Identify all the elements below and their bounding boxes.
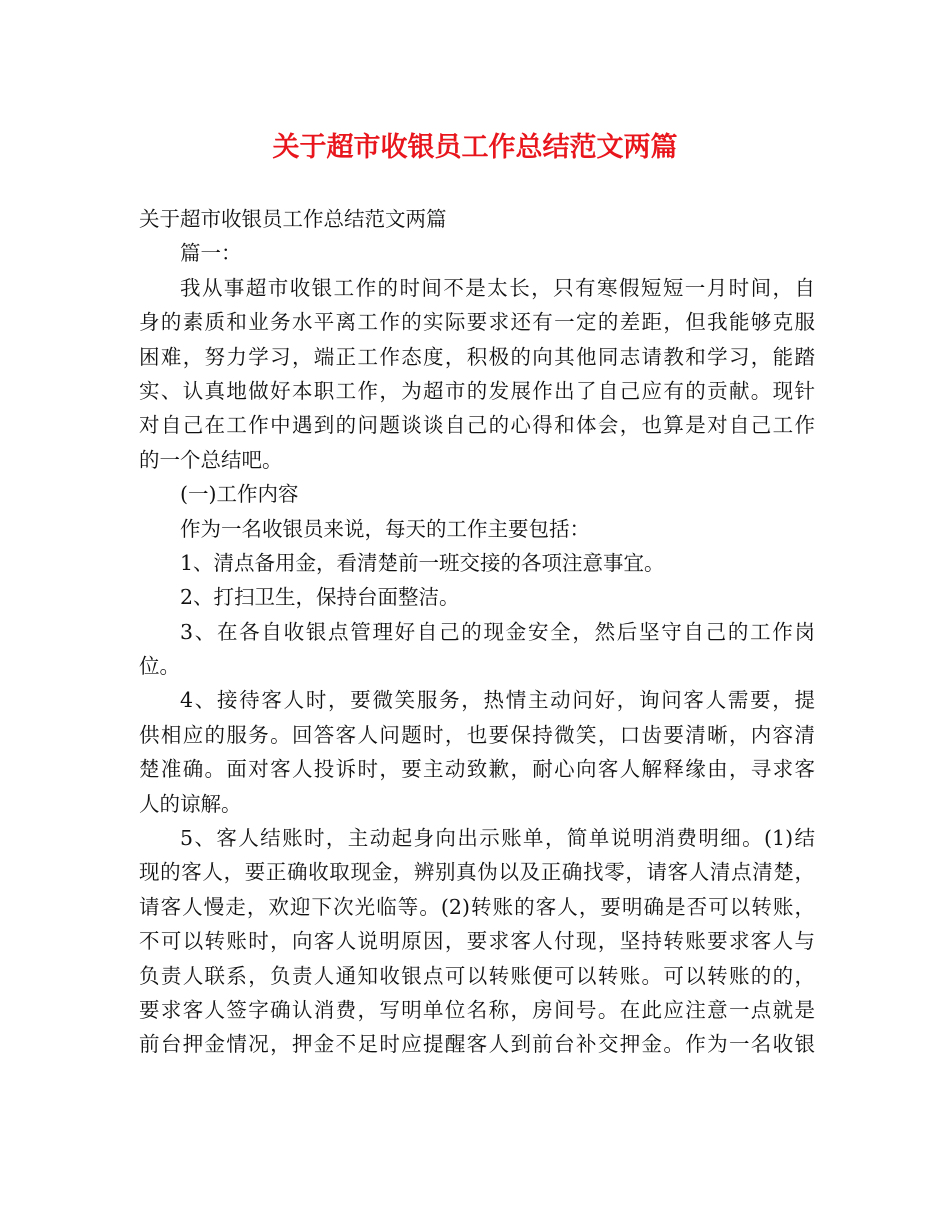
paragraph-line: 对自己在工作中遇到的问题谈谈自己的心得和体会，也算是对自己工作: [139, 413, 815, 438]
list-item-continuation: 人的谅解。: [139, 791, 242, 816]
list-item: 1、清点备用金，看清楚前一班交接的各项注意事宜。: [180, 550, 665, 575]
list-item-continuation: 位。: [139, 654, 180, 679]
list-item-continuation: 不可以转账时，向客人说明原因，要求客人付现，坚持转账要求客人与: [139, 929, 815, 954]
section-heading: (一)工作内容: [180, 482, 299, 507]
paragraph-line: 作为一名收银员来说，每天的工作主要包括：: [180, 516, 590, 541]
subtitle-line: 关于超市收银员工作总结范文两篇: [139, 207, 447, 231]
list-item-continuation: 负责人联系，负责人通知收银点可以转账便可以转账。可以转账的的，: [139, 963, 815, 988]
paragraph-line: 困难，努力学习，端正工作态度，积极的向其他同志请教和学习，能踏: [139, 344, 815, 369]
section-heading: 篇一：: [180, 241, 242, 266]
list-item-continuation: 供相应的服务。回答客人问题时，也要保持微笑，口齿要清晰，内容清: [139, 722, 815, 747]
document-body: [139, 202, 815, 1062]
list-item-continuation: 前台押金情况，押金不足时应提醒客人到前台补交押金。作为一名收银: [139, 1032, 815, 1057]
list-item-continuation: 请客人慢走，欢迎下次光临等。(2)转账的客人，要明确是否可以转账，: [139, 894, 815, 919]
list-item-continuation: 楚准确。面对客人投诉时，要主动致歉，耐心向客人解释缘由，寻求客: [139, 757, 815, 782]
paragraph-line: 实、认真地做好本职工作，为超市的发展作出了自己应有的贡献。现针: [139, 378, 815, 403]
list-item-continuation: 现的客人，要正确收取现金，辨别真伪以及正确找零，请客人清点清楚，: [139, 860, 815, 885]
list-item: 5、客人结账时，主动起身向出示账单，简单说明消费明细。(1)结: [180, 826, 815, 851]
list-item: 2、打扫卫生，保持台面整洁。: [180, 585, 460, 610]
paragraph-line: 我从事超市收银工作的时间不是太长，只有寒假短短一月时间，自: [180, 275, 815, 300]
paragraph-line: 的一个总结吧。: [139, 447, 283, 472]
list-item: 3、在各自收银点管理好自己的现金安全，然后坚守自己的工作岗: [180, 619, 815, 644]
document-title: 关于超市收银员工作总结范文两篇: [272, 132, 678, 163]
list-item-continuation: 要求客人签字确认消费，写明单位名称，房间号。在此应注意一点就是: [139, 997, 815, 1022]
paragraph-line: 身的素质和业务水平离工作的实际要求还有一定的差距，但我能够克服: [139, 310, 815, 335]
list-item: 4、接待客人时，要微笑服务，热情主动问好，询问客人需要，提: [180, 688, 815, 713]
